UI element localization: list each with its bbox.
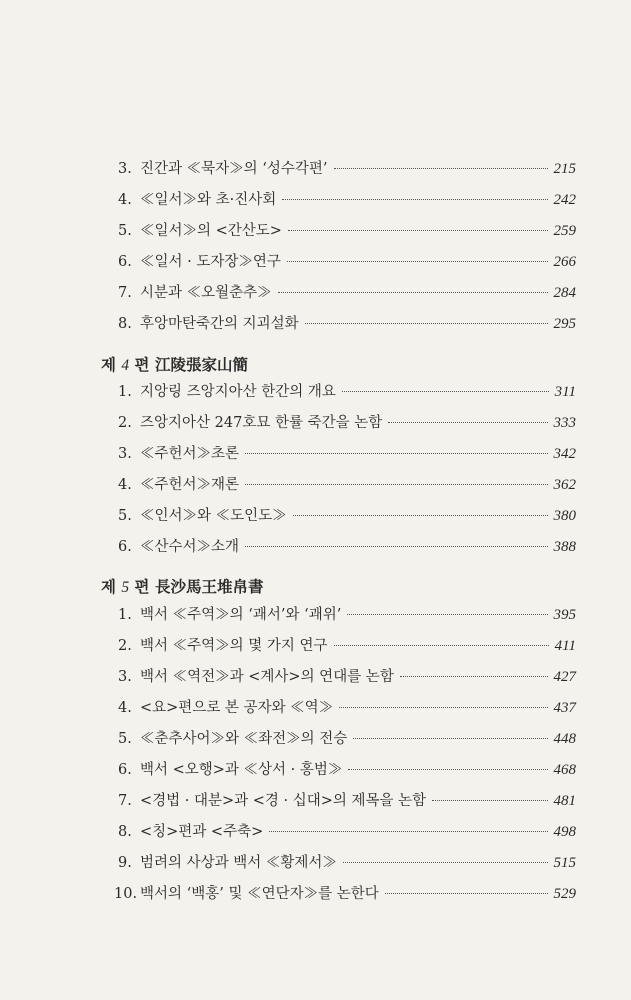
entry-page: 333	[553, 415, 576, 431]
dot-leader	[353, 737, 547, 739]
part-title: 長沙馬王堆帛書	[154, 577, 264, 596]
entry-title: 시분과 ≪오월춘추≫	[140, 285, 272, 301]
dot-leader	[400, 675, 548, 677]
part-title: 江陵張家山簡	[154, 355, 248, 374]
toc-entry[interactable]	[118, 442, 576, 466]
entry-page: 266	[553, 254, 576, 270]
entry-number: 4.	[118, 477, 132, 493]
dot-leader	[334, 644, 549, 646]
toc-entry[interactable]	[118, 727, 576, 751]
entry-number: 5.	[118, 223, 132, 239]
entry-title: 백서 ≪역전≫과 <계사>의 연대를 논함	[140, 669, 394, 685]
entry-number: 7.	[118, 793, 132, 809]
entry-title: 백서의 ‘백홍’ 및 ≪연단자≫를 논한다	[140, 886, 379, 902]
toc-entry[interactable]	[118, 789, 576, 813]
dot-leader	[288, 229, 548, 231]
entry-page: 411	[554, 638, 576, 654]
toc-entry[interactable]	[118, 504, 576, 528]
entry-title: ≪주헌서≫재론	[140, 477, 240, 493]
entry-title: ≪일서≫의 <간산도>	[140, 223, 282, 239]
entry-page: 388	[553, 539, 576, 555]
dot-leader	[339, 706, 547, 708]
entry-title: ≪인서≫와 ≪도인도≫	[140, 508, 287, 524]
entry-title: ≪주헌서≫초론	[140, 446, 240, 462]
entry-number: 4.	[118, 192, 132, 208]
entry-page: 342	[553, 446, 576, 462]
entry-page: 448	[553, 731, 576, 747]
dot-leader	[432, 799, 547, 801]
entry-number: 3.	[118, 161, 132, 177]
toc-entry[interactable]	[118, 380, 576, 404]
entry-page: 215	[553, 161, 576, 177]
toc-entry[interactable]	[118, 312, 576, 336]
entry-page: 468	[553, 762, 576, 778]
part-suffix: 편	[134, 355, 150, 374]
entry-page: 515	[553, 855, 576, 871]
part-heading	[101, 352, 248, 378]
dot-leader	[347, 613, 547, 615]
entry-title: 지앙링 즈앙지아산 한간의 개요	[140, 384, 336, 400]
dot-leader	[245, 452, 547, 454]
entry-page: 242	[553, 192, 576, 208]
toc-entry[interactable]	[118, 820, 576, 844]
entry-number: 4.	[118, 700, 132, 716]
dot-leader	[282, 198, 547, 200]
entry-page: 380	[553, 508, 576, 524]
entry-page: 427	[553, 669, 576, 685]
entry-title: 후앙마탄죽간의 지괴설화	[140, 316, 299, 332]
entry-number: 9.	[118, 855, 132, 871]
toc-entry[interactable]	[118, 696, 576, 720]
entry-number: 1.	[118, 607, 132, 623]
entry-number: 6.	[118, 539, 132, 555]
toc-entry[interactable]	[118, 188, 576, 212]
toc-entry[interactable]	[118, 535, 576, 559]
entry-title: ≪일서≫와 초·진사회	[140, 192, 277, 208]
entry-title: 진간과 ≪묵자≫의 ‘성수각편’	[140, 161, 328, 177]
dot-leader	[245, 483, 547, 485]
part-suffix: 편	[134, 577, 150, 596]
toc-entry[interactable]	[118, 157, 576, 181]
entry-title: <경법 · 대분>과 <경 · 십대>의 제목을 논함	[140, 793, 427, 809]
toc-entry[interactable]	[118, 851, 576, 875]
dot-leader	[293, 514, 548, 516]
entry-page: 311	[554, 384, 576, 400]
dot-leader	[269, 830, 547, 832]
entry-number: 6.	[118, 254, 132, 270]
entry-title: 범려의 사상과 백서 ≪황제서≫	[140, 855, 337, 871]
toc-entry[interactable]	[118, 603, 576, 627]
entry-title: 백서 <오행>과 ≪상서 · 홍범≫	[140, 762, 343, 778]
dot-leader	[305, 322, 548, 324]
entry-title: <요>편으로 본 공자와 ≪역≫	[140, 700, 334, 716]
entry-page: 362	[553, 477, 576, 493]
entry-number: 6.	[118, 762, 132, 778]
entry-number: 5.	[118, 731, 132, 747]
part-prefix: 제	[101, 577, 116, 596]
dot-leader	[388, 421, 547, 423]
entry-number: 2.	[118, 638, 132, 654]
toc-entry[interactable]	[118, 758, 576, 782]
entry-page: 395	[553, 607, 576, 623]
entry-number: 3.	[118, 446, 132, 462]
toc-entry[interactable]	[118, 281, 576, 305]
entry-number: 5.	[118, 508, 132, 524]
entry-title: 즈앙지아산 247호묘 한률 죽간을 논함	[140, 415, 383, 431]
entry-title: 백서 ≪주역≫의 ‘괘서’와 ‘괘위’	[140, 607, 342, 623]
entry-page: 529	[553, 886, 576, 902]
dot-leader	[245, 545, 547, 547]
entry-number: 8.	[118, 824, 132, 840]
dot-leader	[334, 167, 548, 169]
entry-title: ≪춘추사어≫와 ≪좌전≫의 전승	[140, 731, 348, 747]
entry-title: ≪일서 · 도자장≫연구	[140, 254, 281, 270]
toc-entry[interactable]	[118, 634, 576, 658]
dot-leader	[343, 861, 548, 863]
dot-leader	[385, 892, 548, 894]
toc-entry[interactable]	[118, 250, 576, 274]
entry-number: 10.	[114, 886, 138, 902]
part-number: 5	[121, 579, 130, 596]
toc-entry[interactable]	[118, 411, 576, 435]
entry-page: 481	[553, 793, 576, 809]
entry-number: 3.	[118, 669, 132, 685]
entry-number: 1.	[118, 384, 132, 400]
part-prefix: 제	[101, 355, 116, 374]
part-heading	[101, 574, 263, 600]
part-number: 4	[121, 357, 130, 374]
entry-page: 295	[553, 316, 576, 332]
entry-number: 7.	[118, 285, 132, 301]
toc-entry[interactable]	[118, 473, 576, 497]
dot-leader	[348, 768, 547, 770]
dot-leader	[342, 390, 549, 392]
entry-page: 259	[553, 223, 576, 239]
entry-number: 2.	[118, 415, 132, 431]
toc-entry[interactable]	[118, 219, 576, 243]
dot-leader	[278, 291, 548, 293]
toc-entry[interactable]	[118, 665, 576, 689]
entry-page: 284	[553, 285, 576, 301]
dot-leader	[287, 260, 548, 262]
entry-title: ≪산수서≫소개	[140, 539, 240, 555]
entry-page: 437	[553, 700, 576, 716]
toc-entry[interactable]	[114, 882, 576, 906]
entry-title: 백서 ≪주역≫의 몇 가지 연구	[140, 638, 328, 654]
entry-title: <칭>편과 <주축>	[140, 824, 264, 840]
entry-number: 8.	[118, 316, 132, 332]
entry-page: 498	[553, 824, 576, 840]
